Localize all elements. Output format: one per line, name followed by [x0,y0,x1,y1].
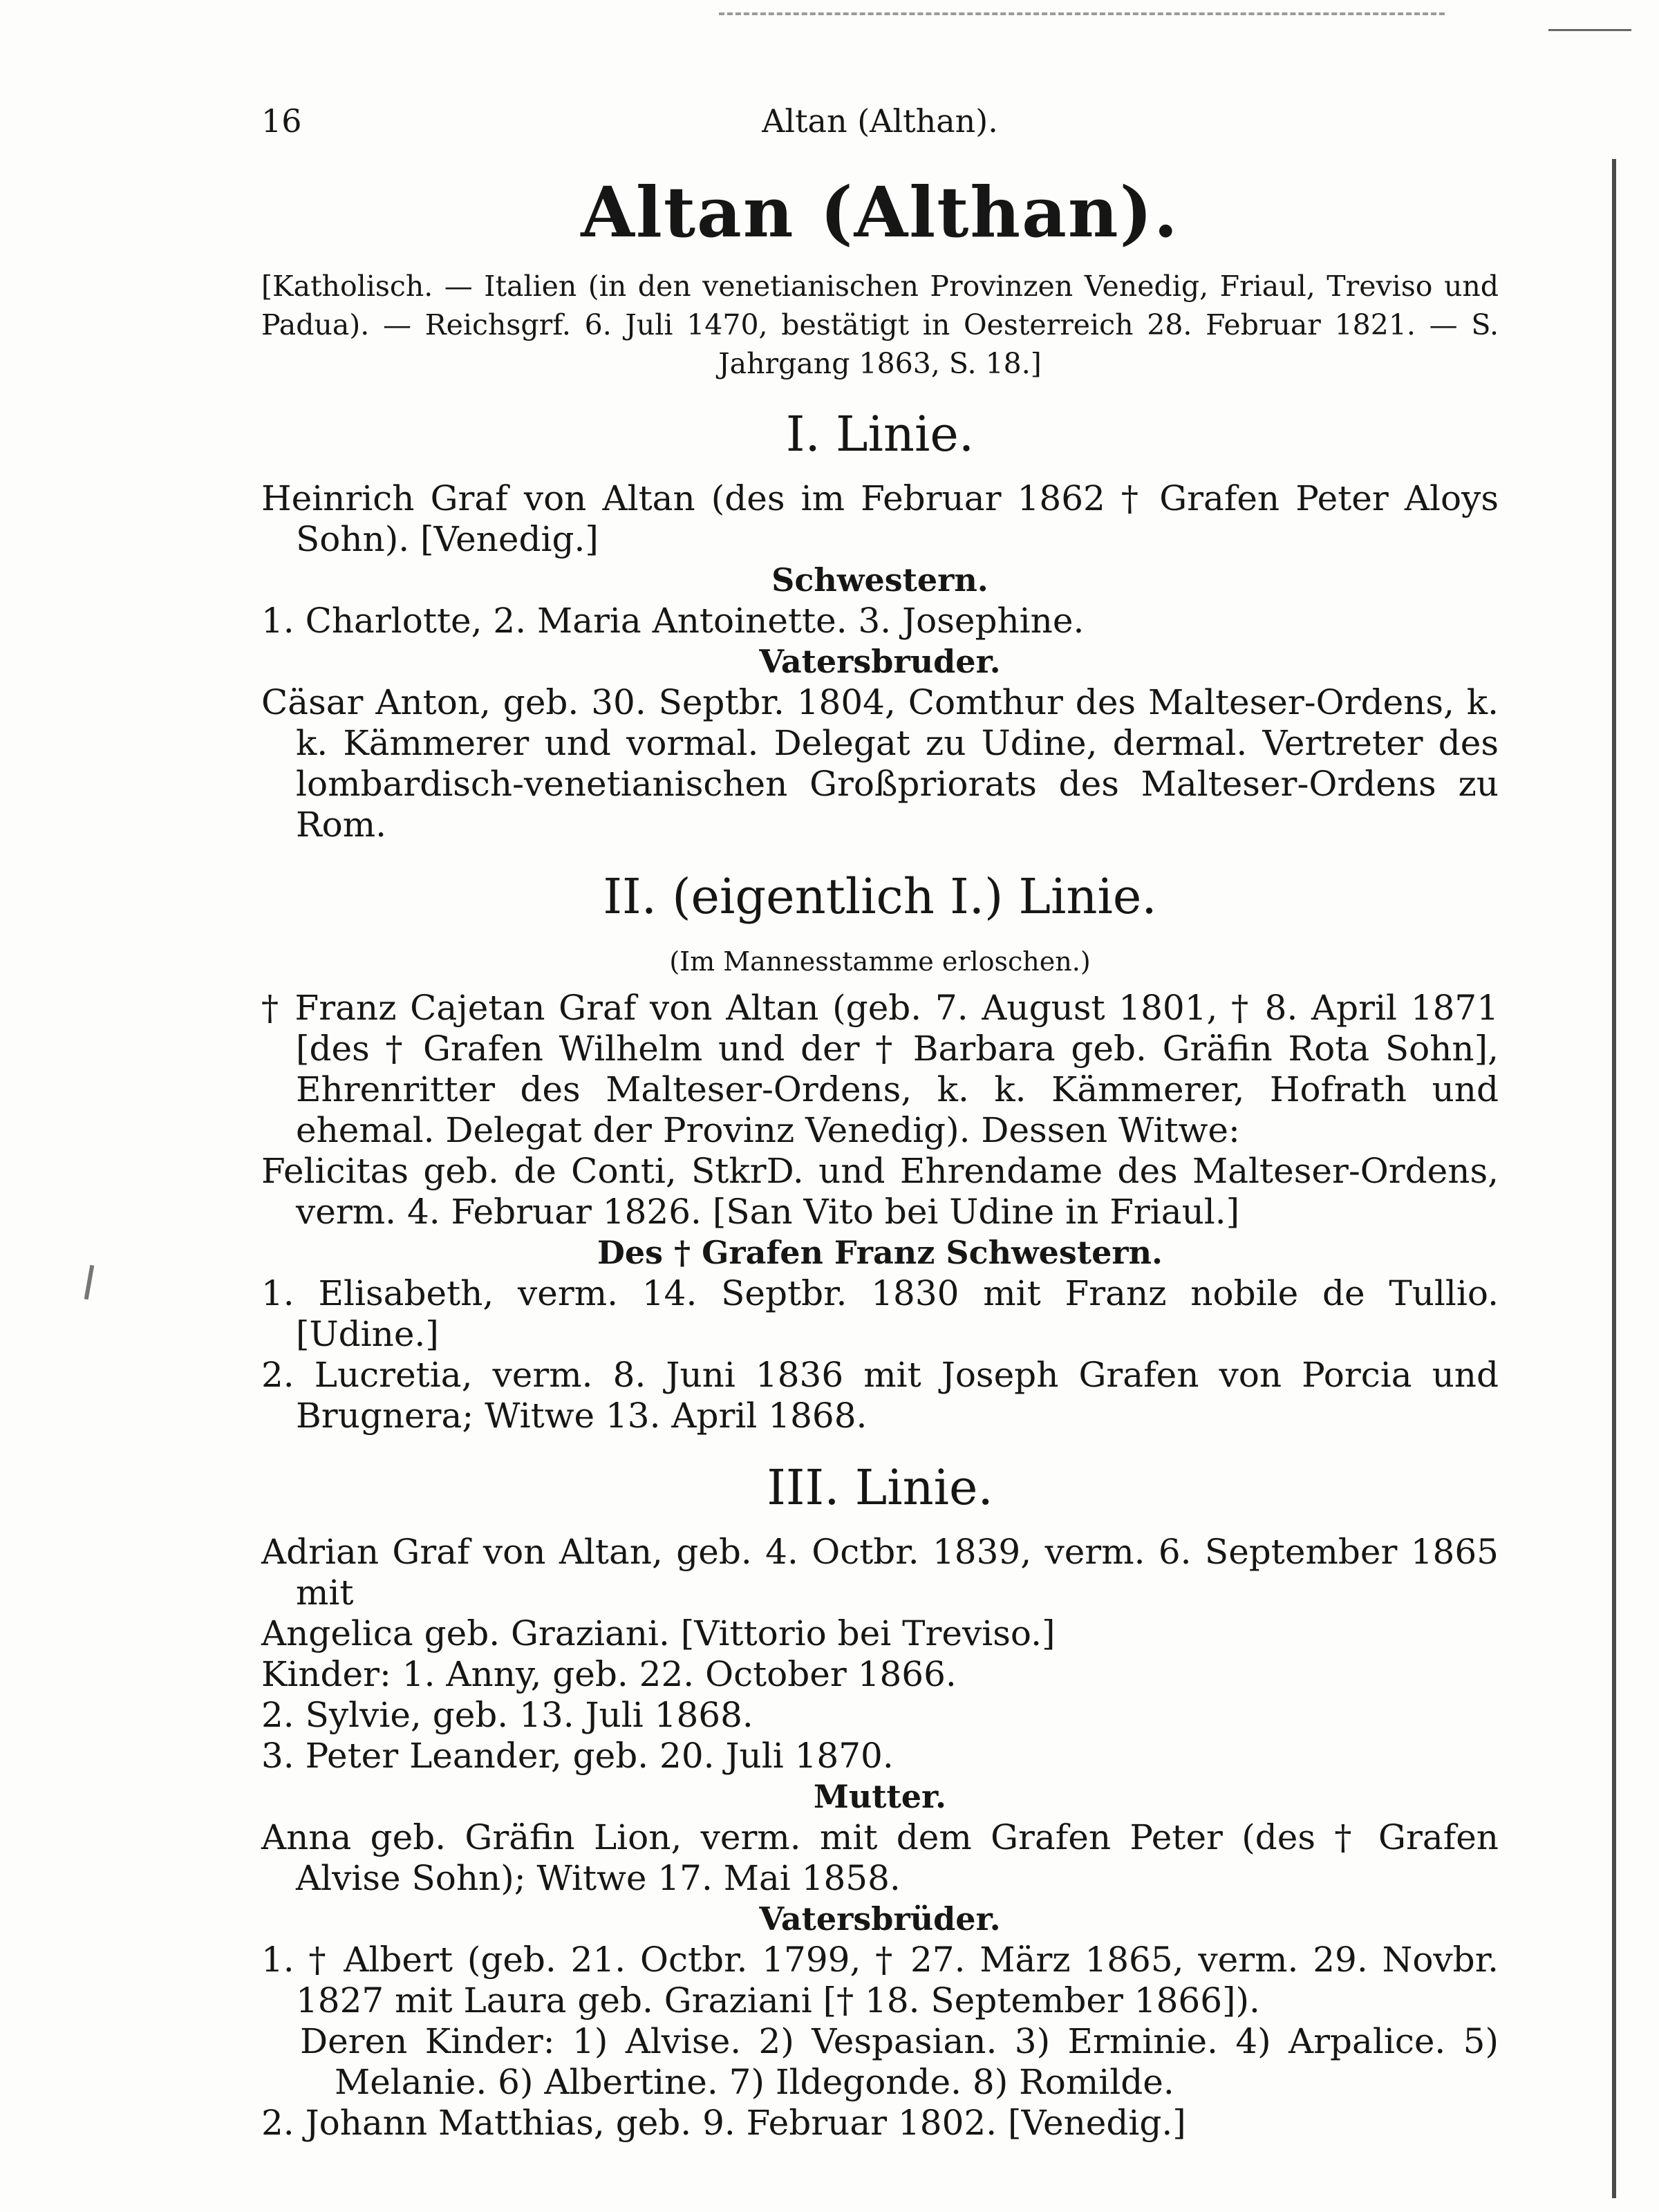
entry-heinrich: Heinrich Graf von Altan (des im Februar 1862 † Grafen Peter Aloys Sohn). [Venedig.] [261,478,1499,559]
entry-lucretia: 2. Lucretia, verm. 8. Juni 1836 mit Joseph Grafen von Porcia und Brugnera; Witwe 13. April 1868. [261,1355,1499,1436]
section-schwestern: Schwestern. [771,561,988,599]
running-title: Altan (Althan). [762,102,998,140]
line-2-note: (Im Mannesstamme erloschen.) [669,946,1091,977]
entry-adrian: Adrian Graf von Altan, geb. 4. Octbr. 1839, verm. 6. September 1865 mit [261,1532,1499,1613]
section-franz-sisters: Des † Grafen Franz Schwestern. [597,1234,1163,1271]
scan-edge-rule [1548,29,1631,31]
entry-albert: 1. † Albert (geb. 21. Octbr. 1799, † 27. März 1865, verm. 29. Novbr. 1827 mit Laura geb. Graziani [† 18. September 1866]). [261,1940,1499,2021]
entry-caesar-anton: Cäsar Anton, geb. 30. Septbr. 1804, Comthur des Malteser-Ordens, k. k. Kämmerer und vormal. Delegat zu Udine, dermal. Vertreter des lombardisch-venetianischen Großpriorats des Malteser-Ordens zu Rom. [261,682,1499,845]
article-intro: [Katholisch. — Italien (in den venetianischen Provinzen Venedig, Friaul, Treviso und Padua). — Reichsgrf. 6. Juli 1470, bestätigt in Oesterreich 28. Februar 1821. — S. Jahrgang 1863, S. 18.] [261,270,1499,380]
entry-sisters: 1. Charlotte, 2. Maria Antoinette. 3. Josephine. [261,601,1085,641]
page-text-block [261,102,1499,2144]
entry-elisabeth: 1. Elisabeth, verm. 14. Septbr. 1830 mit Franz nobile de Tullio. [Udine.] [261,1273,1499,1354]
entry-albert-children: Deren Kinder: 1) Alvise. 2) Vespasian. 3) Erminie. 4) Arpalice. 5) Melanie. 6) Albertine. 7) Ildegonde. 8) Romilde. [300,2021,1499,2102]
entry-anna: Anna geb. Gräfin Lion, verm. mit dem Grafen Peter (des † Grafen Alvise Sohn); Witwe 17. Mai 1858. [261,1817,1499,1898]
section-vatersbruder: Vatersbruder. [759,643,1001,680]
entry-peter-leander: 3. Peter Leander, geb. 20. Juli 1870. [261,1736,894,1776]
page-binding-edge [1612,159,1616,2198]
page-number: 16 [261,102,302,140]
entry-franz-cajetan: † Franz Cajetan Graf von Altan (geb. 7. August 1801, † 8. April 1871 [des † Grafen Wilhelm und der † Barbara geb. Gräfin Rota Sohn], Ehrenritter des Malteser-Ordens, k. k. Kämmerer, Hofrath und ehemal. Delegat der Provinz Venedig). Dessen Witwe: [261,988,1499,1150]
line-3-heading: III. Linie. [767,1459,993,1516]
entry-angelica: Angelica geb. Graziani. [Vittorio bei Treviso.] [261,1613,1056,1653]
running-head [261,102,1499,151]
entry-sylvie: 2. Sylvie, geb. 13. Juli 1868. [261,1695,753,1735]
entry-felicitas: Felicitas geb. de Conti, StkrD. und Ehrendame des Malteser-Ordens, verm. 4. Februar 1826. [San Vito bei Udine in Friaul.] [261,1151,1499,1232]
margin-mark [84,1265,95,1300]
entry-johann-matthias: 2. Johann Matthias, geb. 9. Februar 1802. [Venedig.] [261,2103,1186,2143]
section-mutter: Mutter. [813,1778,947,1815]
section-vatersbrueder: Vatersbrüder. [759,1900,1001,1938]
article-title: Altan (Althan). [581,171,1179,253]
line-1-heading: I. Linie. [785,406,975,462]
scan-edge-mark [719,12,1445,15]
line-2-heading: II. (eigentlich I.) Linie. [603,868,1157,925]
entry-kinder-anny: Kinder: 1. Anny, geb. 22. October 1866. [261,1654,957,1694]
